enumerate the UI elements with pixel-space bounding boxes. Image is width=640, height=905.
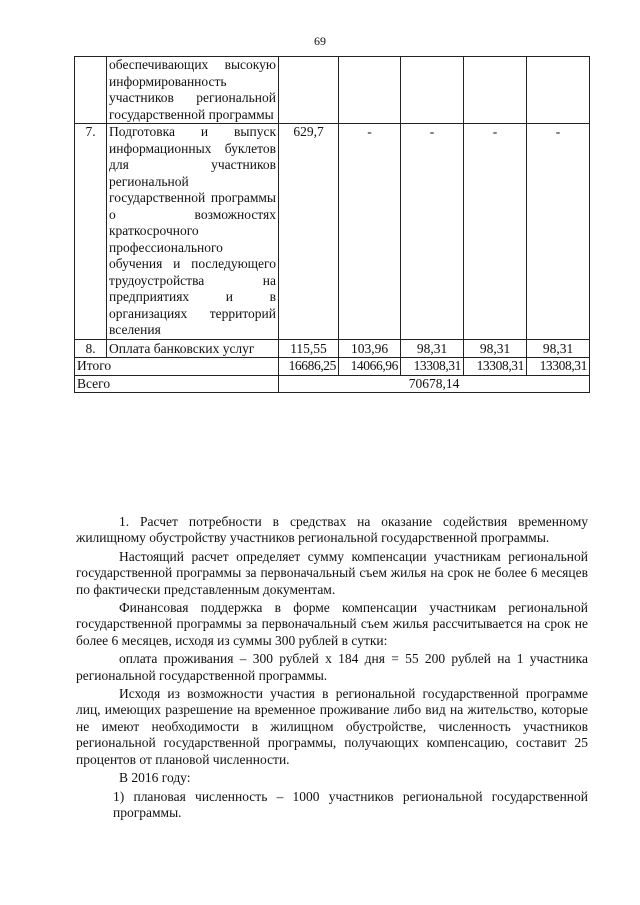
table-row-grand-total [75,375,590,393]
table-row-7 [75,124,590,340]
table-row-continuation [75,57,590,124]
row-number: 7. [75,124,107,340]
continuation-desc: обеспечивающих высокую информированность участников региональной государственной программы [107,57,279,124]
page-number: 69 [314,34,326,48]
budget-table [74,56,590,393]
row-value: 629,7 [279,124,339,340]
table-row-8 [75,339,590,358]
total-value: 16686,25 [279,358,339,376]
row-value: - [339,124,401,340]
row-desc: Подготовка и выпуск информационных буклетов для участников региональной государственной программы о возможностях краткосрочного профессионального обучения и последующего трудоустройства на предприятиях и в организациях территорий вселения [107,124,279,340]
row-value: - [527,124,590,340]
row-value: 103,96 [339,339,401,358]
row-value: 98,31 [464,339,527,358]
paragraph: В 2016 году: [119,770,191,786]
paragraph: Финансовая поддержка в форме компенсации участникам региональной государственной программы за первоначальный съем жилья рассчитывается на срок не более 6 месяцев, исходя из суммы 300 рублей в сутки: [76,600,588,648]
paragraph: 1. Расчет потребности в средствах на оказание содействия временному жилищному обустройству участников региональной государственной программы. [76,514,588,546]
row-value: 98,31 [401,339,464,358]
row-number: 8. [75,339,107,358]
cell-num-empty [75,57,107,124]
total-value: 14066,96 [339,358,401,376]
row-value: 98,31 [527,339,590,358]
paragraph: Настоящий расчет определяет сумму компенсации участникам региональной государственной программы за первоначальный съем жилья на срок не более 6 месяцев по фактически представленным документам. [76,548,588,597]
row-value: 115,55 [279,339,339,358]
paragraph: оплата проживания – 300 рублей х 184 дня = 55 200 рублей на 1 участника региональной государственной программы. [76,651,588,683]
paragraph: Исходя из возможности участия в региональной государственной программе лиц, имеющих разрешение на временное проживание либо вид на жительство, которые не имеют необходимости в жилищном обустройстве, численность участников региональной государственной программы, получающих компенсацию, составит 25 процентов от плановой численности. [76,686,588,767]
total-label: Итого [75,358,279,376]
total-value: 13308,31 [464,358,527,376]
row-desc: Оплата банковских услуг [107,339,279,358]
list-item: 1) плановая численность – 1000 участников региональной государственной программы. [113,788,588,820]
total-value: 13308,31 [401,358,464,376]
grand-total-label: Всего [75,375,279,393]
grand-total-value: 70678,14 [279,375,590,393]
total-value: 13308,31 [527,358,590,376]
row-value: - [401,124,464,340]
row-value: - [464,124,527,340]
body-text [76,514,588,823]
table-row-total [75,358,590,376]
